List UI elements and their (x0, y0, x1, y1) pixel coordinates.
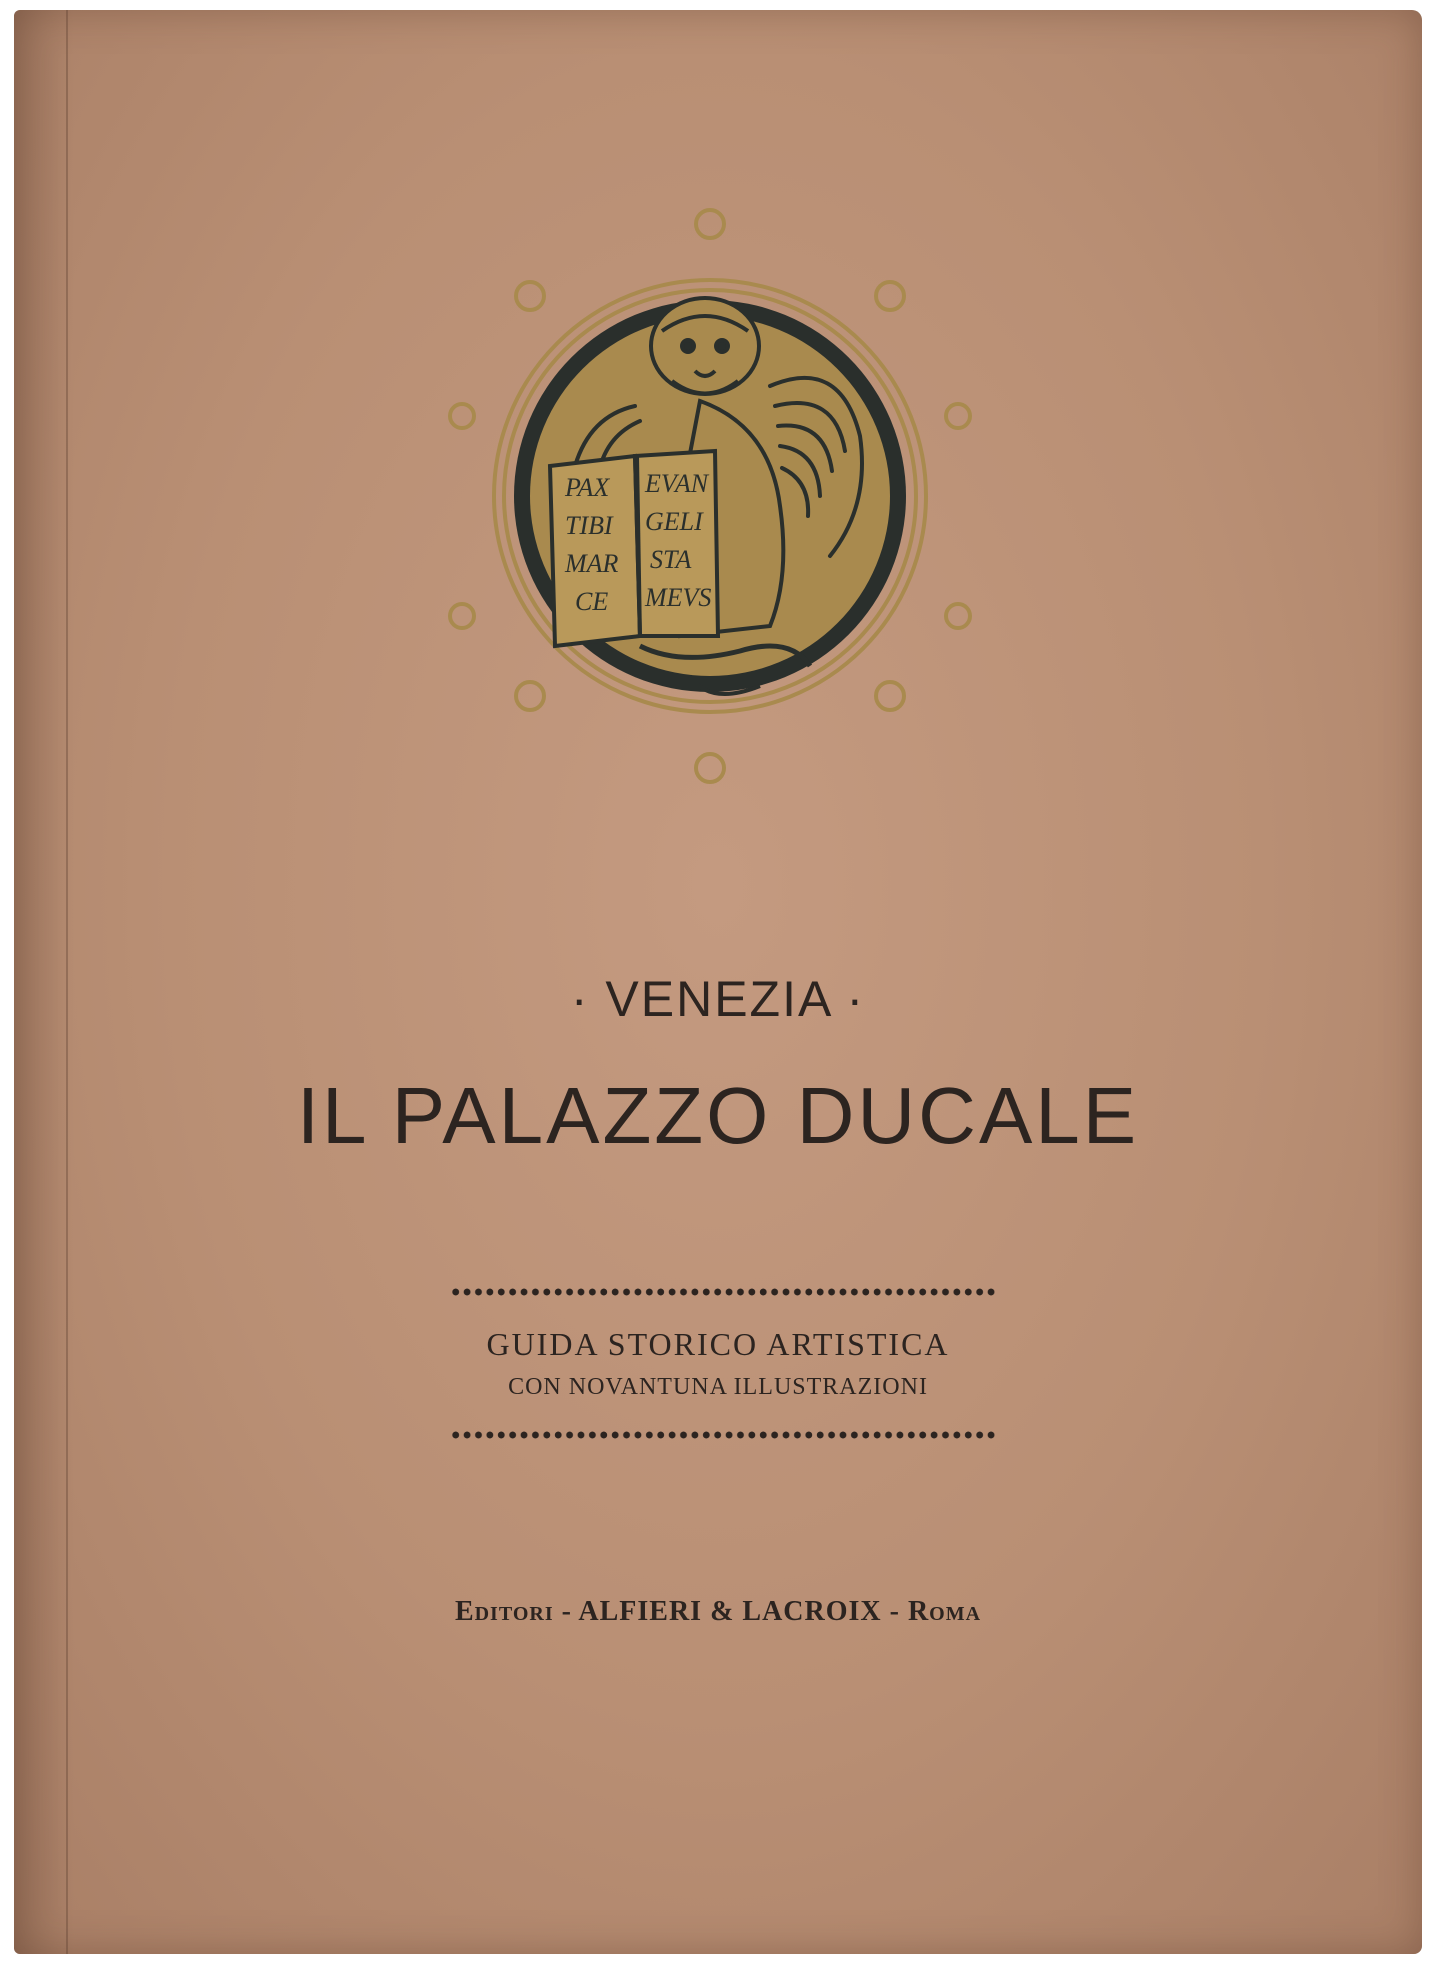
dotted-divider-bottom (450, 1429, 998, 1441)
book-left-line-4: CE (575, 587, 609, 616)
book-right-line-2: GELI (645, 507, 703, 536)
city-heading: · VENEZIA · (570, 971, 866, 1027)
book-right-line-4: MEVS (645, 583, 712, 612)
lion-of-saint-mark-icon (440, 206, 980, 786)
book-left-line-1: PAX (565, 473, 610, 502)
book-left-line-2: TIBI (565, 511, 613, 540)
book-cover (14, 10, 1422, 1954)
dotted-divider-top (450, 1286, 998, 1298)
book-left-line-3: MAR (565, 549, 619, 578)
subtitle-line-1: GUIDA STORICO ARTISTICA (486, 1326, 950, 1362)
book-right-line-1: EVAN (645, 469, 709, 498)
subtitle-line-2: CON NOVANTUNA ILLUSTRAZIONI (508, 1374, 928, 1400)
book-title: IL PALAZZO DUCALE (296, 1071, 1140, 1160)
book-right-line-3: STA (650, 545, 692, 574)
publisher-line: Editori - ALFIERI & LACROIX - Roma (454, 1596, 982, 1627)
